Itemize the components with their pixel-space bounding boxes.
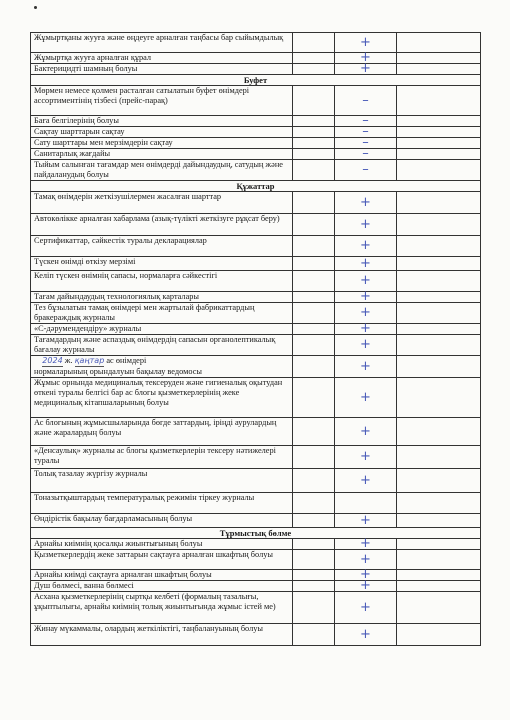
empty-cell bbox=[293, 64, 335, 75]
empty-cell bbox=[293, 53, 335, 64]
section-header-row bbox=[31, 75, 481, 86]
criterion-text: Қызметкерлердің жеке заттарын сақтауға арналған шкафтың болуы bbox=[31, 550, 293, 570]
empty-cell bbox=[293, 514, 335, 528]
checklist-body bbox=[31, 33, 481, 646]
empty-cell bbox=[397, 550, 481, 570]
checklist-row bbox=[31, 214, 481, 236]
criterion-text: Санитарлық жағдайы bbox=[31, 149, 293, 160]
check-mark: + bbox=[335, 53, 397, 64]
checklist-row bbox=[31, 257, 481, 271]
criterion-text: Тез бұзылатын тамақ өнімдері мен жартылай фабрикаттардың бракераждық журналы bbox=[31, 303, 293, 324]
empty-cell bbox=[397, 570, 481, 581]
criterion-text: Сертификаттар, сәйкестік туралы декларациялар bbox=[31, 236, 293, 257]
criterion-text: Тамақ өнімдерін жеткізушілермен жасалған шарттар bbox=[31, 192, 293, 214]
empty-cell bbox=[293, 86, 335, 116]
scan-speck bbox=[34, 6, 37, 9]
checklist-row bbox=[31, 160, 481, 181]
check-mark: + bbox=[335, 214, 397, 236]
empty-cell bbox=[397, 292, 481, 303]
empty-cell bbox=[397, 539, 481, 550]
check-mark: + bbox=[335, 303, 397, 324]
empty-cell bbox=[397, 149, 481, 160]
empty-cell bbox=[293, 581, 335, 592]
empty-cell bbox=[397, 514, 481, 528]
criterion-text: Сақтау шарттарын сақтау bbox=[31, 127, 293, 138]
empty-cell bbox=[293, 446, 335, 469]
empty-cell bbox=[397, 303, 481, 324]
check-mark: + bbox=[335, 236, 397, 257]
empty-cell bbox=[293, 214, 335, 236]
checklist-row bbox=[31, 292, 481, 303]
empty-cell bbox=[293, 539, 335, 550]
checklist-row bbox=[31, 335, 481, 356]
check-mark: + bbox=[335, 469, 397, 493]
criterion-text: «Денсаулық» журналы ас блогы қызметкерлерін тексеру нәтижелері туралы bbox=[31, 446, 293, 469]
check-mark: + bbox=[335, 292, 397, 303]
checklist-row bbox=[31, 356, 481, 378]
checklist-row bbox=[31, 592, 481, 624]
checklist-row bbox=[31, 236, 481, 257]
criterion-text: Жинау мүкаммалы, олардың жеткіліктігі, таңбалануының болуы bbox=[31, 624, 293, 646]
check-mark: – bbox=[335, 138, 397, 149]
empty-cell bbox=[293, 493, 335, 514]
empty-cell bbox=[397, 33, 481, 53]
check-mark: – bbox=[335, 160, 397, 181]
criterion-text: Мөрмен немесе қолмен расталған сатылатын буфет өнімдері ассортиментінің тізбесі (прейс-парақ) bbox=[31, 86, 293, 116]
handwritten-month: қаңтар bbox=[74, 356, 105, 365]
checklist-table bbox=[30, 32, 481, 646]
checklist-row bbox=[31, 624, 481, 646]
check-mark: + bbox=[335, 446, 397, 469]
checklist-page bbox=[30, 32, 480, 646]
checklist-row bbox=[31, 303, 481, 324]
criterion-text: Баға белгілерінің болуы bbox=[31, 116, 293, 127]
empty-cell bbox=[397, 446, 481, 469]
empty-cell bbox=[397, 493, 481, 514]
criterion-text: Бактерицидті шамның болуы bbox=[31, 64, 293, 75]
checklist-row bbox=[31, 192, 481, 214]
checklist-row bbox=[31, 581, 481, 592]
criterion-text: Толық тазалау жүргізу журналы bbox=[31, 469, 293, 493]
empty-cell bbox=[397, 324, 481, 335]
section-header-row bbox=[31, 181, 481, 192]
empty-cell bbox=[293, 624, 335, 646]
check-mark: + bbox=[335, 550, 397, 570]
empty-cell bbox=[293, 160, 335, 181]
criterion-text: Душ бөлмесі, ванна бөлмесі bbox=[31, 581, 293, 592]
checklist-row bbox=[31, 570, 481, 581]
empty-cell bbox=[397, 64, 481, 75]
check-mark: + bbox=[335, 257, 397, 271]
empty-cell bbox=[397, 335, 481, 356]
criterion-text: Ас блогының жұмысшыларында бөгде заттардың, іріңді аурулардың және жаралардың болуы bbox=[31, 418, 293, 446]
empty-cell bbox=[293, 303, 335, 324]
empty-cell bbox=[397, 138, 481, 149]
form-text: нормаларының орындалуын бақылау ведомосы bbox=[34, 367, 202, 376]
empty-cell bbox=[397, 53, 481, 64]
form-text: ас өнімдері bbox=[106, 356, 147, 365]
empty-cell bbox=[397, 271, 481, 292]
empty-cell bbox=[293, 116, 335, 127]
criterion-text: Келіп түскен өнімнің сапасы, нормаларға сәйкестігі bbox=[31, 271, 293, 292]
empty-cell bbox=[293, 418, 335, 446]
year-suffix: ж. bbox=[64, 356, 73, 365]
check-mark: + bbox=[335, 33, 397, 53]
empty-cell bbox=[397, 592, 481, 624]
criterion-text: Тағамдардың және аспаздық өнімдердің сапасын органолептикалық бағалау журналы bbox=[31, 335, 293, 356]
check-mark: + bbox=[335, 514, 397, 528]
checklist-row bbox=[31, 271, 481, 292]
checklist-row bbox=[31, 514, 481, 528]
checklist-row bbox=[31, 324, 481, 335]
criterion-text: Өндірістік бақылау бағдарламасының болуы bbox=[31, 514, 293, 528]
checklist-row bbox=[31, 469, 481, 493]
section-header-row bbox=[31, 528, 481, 539]
checklist-row bbox=[31, 493, 481, 514]
check-mark: – bbox=[335, 127, 397, 138]
checklist-row bbox=[31, 446, 481, 469]
criterion-text: Асхана қызметкерлерінің сыртқы келбеті (формалың тазалығы, ұқыптылығы, арнайы киімнің толық жиынтығында жұмыс істей ме) bbox=[31, 592, 293, 624]
criterion-text: Жұмыс орнында медициналық тексеруден және гигиеналық оқытудан өткені туралы белгісі бар ас блогы қызметкерлерінің жеке медициналық кітапшаларының болуы bbox=[31, 378, 293, 418]
check-mark: – bbox=[335, 116, 397, 127]
criterion-text: Жұмыртқаны жууға және өңдеуге арналған таңбасы бар сыйымдылық bbox=[31, 33, 293, 53]
check-mark: + bbox=[335, 539, 397, 550]
empty-cell bbox=[293, 592, 335, 624]
empty-cell bbox=[397, 356, 481, 378]
empty-cell bbox=[293, 335, 335, 356]
empty-cell bbox=[397, 116, 481, 127]
checklist-row bbox=[31, 64, 481, 75]
criterion-text: Тоназытқыштардың температуралық режимін тіркеу журналы bbox=[31, 493, 293, 514]
criterion-text: Жұмыртқа жууға арналған құрал bbox=[31, 53, 293, 64]
check-mark: + bbox=[335, 192, 397, 214]
criterion-text: Түскен өнімді өткізу мерзімі bbox=[31, 257, 293, 271]
checklist-row bbox=[31, 33, 481, 53]
check-mark: + bbox=[335, 335, 397, 356]
empty-cell bbox=[397, 378, 481, 418]
empty-cell bbox=[293, 570, 335, 581]
empty-cell bbox=[397, 127, 481, 138]
empty-cell bbox=[397, 236, 481, 257]
empty-cell bbox=[293, 138, 335, 149]
check-mark bbox=[335, 493, 397, 514]
checklist-row bbox=[31, 149, 481, 160]
empty-cell bbox=[293, 33, 335, 53]
checklist-row bbox=[31, 418, 481, 446]
empty-cell bbox=[293, 192, 335, 214]
empty-cell bbox=[293, 550, 335, 570]
criterion-text: Автокөлікке арналған хабарлама (азық-түлікті жеткізуге рұқсат беру) bbox=[31, 214, 293, 236]
checklist-row bbox=[31, 539, 481, 550]
check-mark: + bbox=[335, 378, 397, 418]
empty-cell bbox=[397, 86, 481, 116]
empty-cell bbox=[293, 378, 335, 418]
check-mark: + bbox=[335, 581, 397, 592]
empty-cell bbox=[293, 149, 335, 160]
section-title: Буфет bbox=[31, 75, 481, 86]
empty-cell bbox=[397, 624, 481, 646]
check-mark: + bbox=[335, 624, 397, 646]
empty-cell bbox=[293, 127, 335, 138]
check-mark: + bbox=[335, 324, 397, 335]
empty-cell bbox=[397, 469, 481, 493]
checklist-row bbox=[31, 550, 481, 570]
checklist-row bbox=[31, 116, 481, 127]
empty-cell bbox=[293, 356, 335, 378]
check-mark: – bbox=[335, 149, 397, 160]
empty-cell bbox=[397, 418, 481, 446]
section-title: Тұрмыстық бөлме bbox=[31, 528, 481, 539]
check-mark: + bbox=[335, 64, 397, 75]
checklist-row bbox=[31, 86, 481, 116]
checklist-row bbox=[31, 127, 481, 138]
check-mark: + bbox=[335, 570, 397, 581]
empty-cell bbox=[397, 581, 481, 592]
check-mark: + bbox=[335, 592, 397, 624]
section-title: Құжаттар bbox=[31, 181, 481, 192]
criterion-text: «С-дәрумендендіру» журналы bbox=[31, 324, 293, 335]
criterion-text: Сату шарттары мен мерзімдерін сақтау bbox=[31, 138, 293, 149]
empty-cell bbox=[293, 292, 335, 303]
criterion-text: Арнайы киімді сақтауға арналған шкафтың болуы bbox=[31, 570, 293, 581]
handwritten-year: 2024 bbox=[42, 356, 63, 365]
empty-cell bbox=[293, 271, 335, 292]
empty-cell bbox=[397, 214, 481, 236]
checklist-row bbox=[31, 53, 481, 64]
empty-cell bbox=[293, 469, 335, 493]
empty-cell bbox=[397, 257, 481, 271]
check-mark: + bbox=[335, 356, 397, 378]
empty-cell bbox=[397, 160, 481, 181]
criterion-text bbox=[31, 356, 293, 378]
check-mark: + bbox=[335, 418, 397, 446]
checklist-row bbox=[31, 378, 481, 418]
empty-cell bbox=[293, 257, 335, 271]
criterion-text: Арнайы киімнің қосалқы жиынтығының болуы bbox=[31, 539, 293, 550]
check-mark: – bbox=[335, 86, 397, 116]
criterion-text: Тыйым салынған тағамдар мен өнімдерді дайындаудың, сатудың және пайдаланудың болуы bbox=[31, 160, 293, 181]
empty-cell bbox=[397, 192, 481, 214]
empty-cell bbox=[293, 324, 335, 335]
criterion-text: Тағам дайындаудың технологиялық карталары bbox=[31, 292, 293, 303]
checklist-row bbox=[31, 138, 481, 149]
check-mark: + bbox=[335, 271, 397, 292]
empty-cell bbox=[293, 236, 335, 257]
